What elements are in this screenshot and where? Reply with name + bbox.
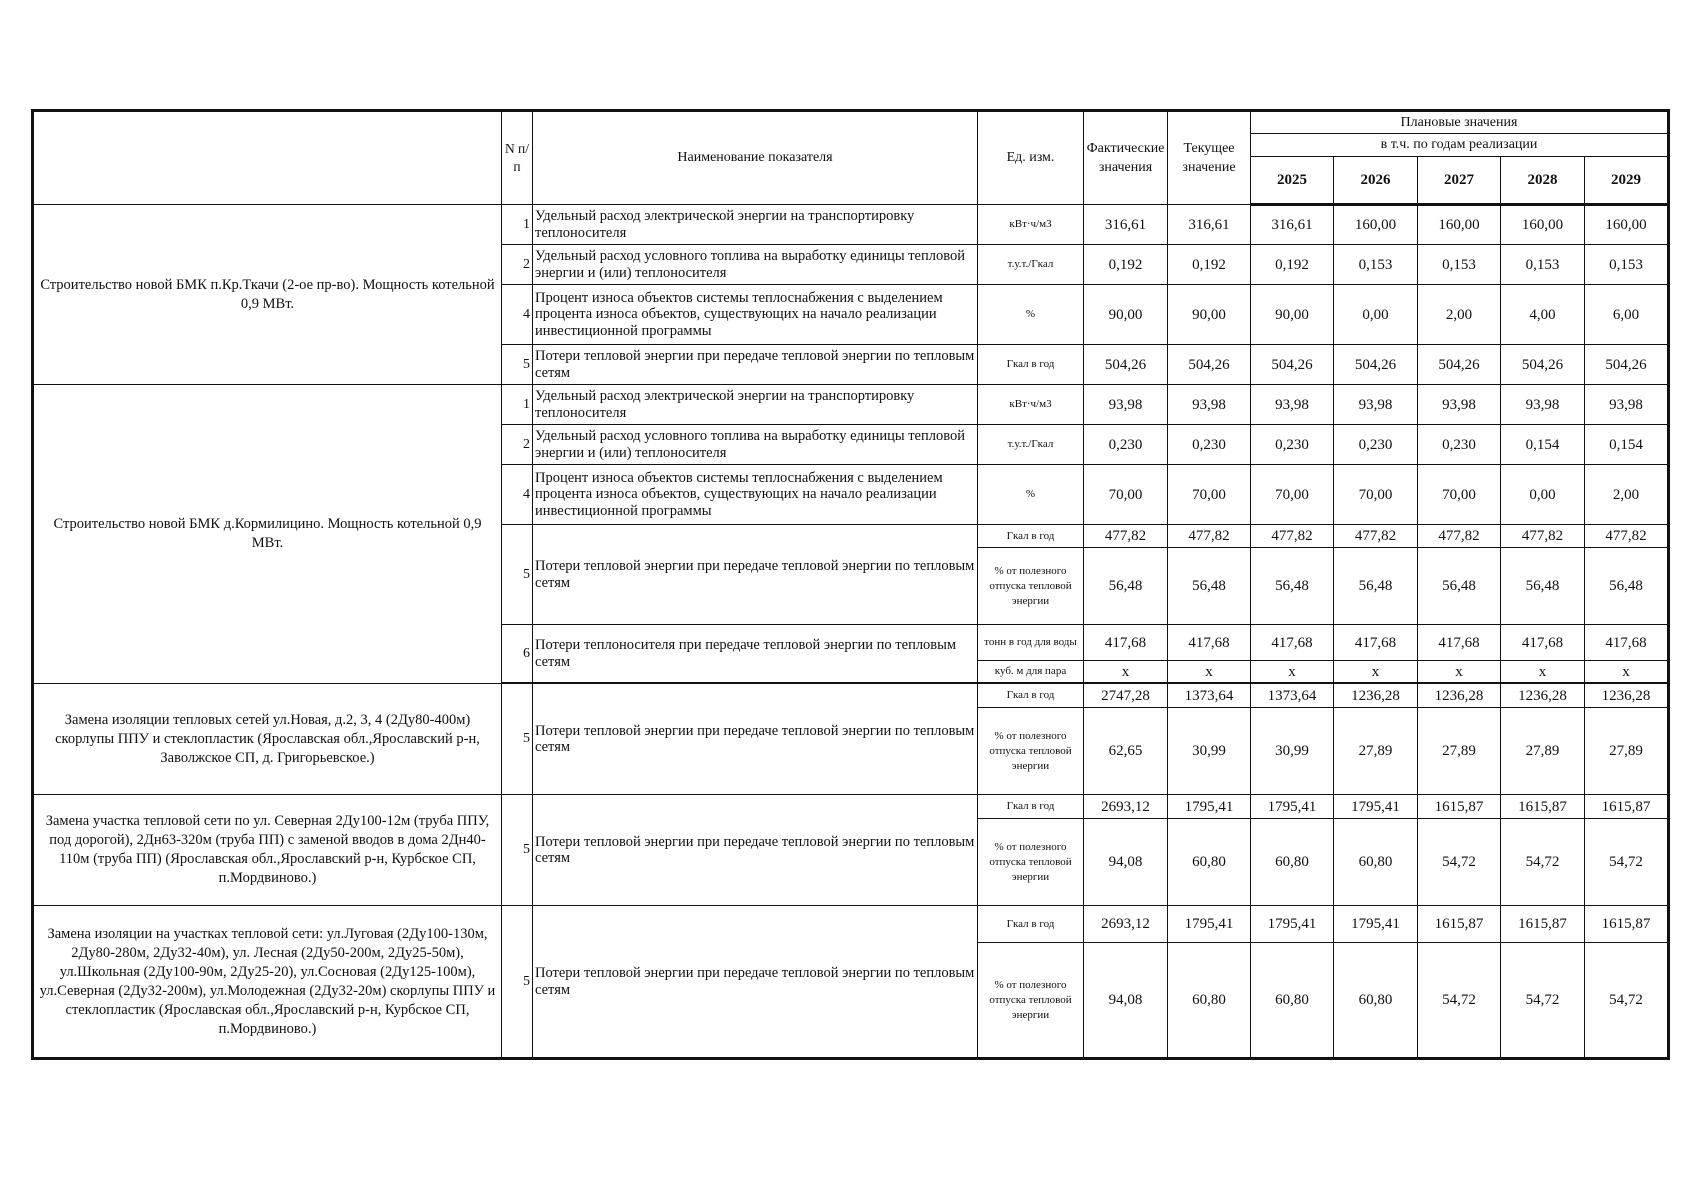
value-cell: 56,48 xyxy=(1501,548,1585,625)
unit-cell: т.у.т./Гкал xyxy=(978,425,1084,465)
value-cell: 94,08 xyxy=(1084,819,1168,906)
year-header-2026: 2026 xyxy=(1334,157,1418,205)
by-years-header: в т.ч. по годам реализации xyxy=(1251,134,1669,157)
indicator-name: Потери теплоносителя при передаче тепловой энергии по тепловым сетям xyxy=(533,625,978,683)
planned-header: Плановые значения xyxy=(1251,111,1669,134)
value-cell: 2693,12 xyxy=(1084,906,1168,943)
value-cell: 0,153 xyxy=(1418,245,1501,285)
value-cell: 93,98 xyxy=(1418,385,1501,425)
value-cell: 1795,41 xyxy=(1251,795,1334,819)
value-cell: 417,68 xyxy=(1084,625,1168,661)
value-cell: 1236,28 xyxy=(1334,684,1418,708)
value-cell: 417,68 xyxy=(1251,625,1334,661)
unit-cell: Гкал в год xyxy=(978,906,1084,943)
value-cell: 316,61 xyxy=(1168,205,1251,245)
unit-cell: Гкал в год xyxy=(978,684,1084,708)
project-cell: Замена участка тепловой сети по ул. Северная 2Ду100-12м (труба ППУ, под дорогой), 2Дн63-320м (труба ПП) с заменой вводов в дома 2Дн40-110м (труба ПП) (Ярославская обл.,Ярославский р-н, Курбское СП, п.Мордвиново.) xyxy=(33,795,502,906)
value-cell: 1615,87 xyxy=(1418,906,1501,943)
table-row xyxy=(33,795,1669,819)
table-row xyxy=(33,684,1669,708)
indicator-name: Потери тепловой энергии при передаче тепловой энергии по тепловым сетям xyxy=(533,684,978,795)
row-number-header: N п/п xyxy=(502,111,533,205)
value-cell: 417,68 xyxy=(1501,625,1585,661)
value-cell: 1615,87 xyxy=(1501,906,1585,943)
value-cell: 54,72 xyxy=(1501,819,1585,906)
value-cell: х xyxy=(1334,661,1418,683)
value-cell: 160,00 xyxy=(1585,205,1669,245)
value-cell: 93,98 xyxy=(1501,385,1585,425)
value-cell: 1795,41 xyxy=(1251,906,1334,943)
indicator-name: Процент износа объектов системы теплоснабжения с выделением процента износа объектов, существующих на начало реализации инвестиционной программы xyxy=(533,285,978,345)
unit-cell: % от полезного отпуска тепловой энергии xyxy=(978,819,1084,906)
unit-cell: % xyxy=(978,285,1084,345)
value-cell: 56,48 xyxy=(1168,548,1251,625)
table-row xyxy=(33,906,1669,943)
value-cell: 62,65 xyxy=(1084,708,1168,795)
value-cell: 1615,87 xyxy=(1501,795,1585,819)
indicator-name: Удельный расход условного топлива на выработку единицы тепловой энергии и (или) теплоносителя xyxy=(533,425,978,465)
project-cell: Строительство новой БМК п.Кр.Ткачи (2-ое пр-во). Мощность котельной 0,9 МВт. xyxy=(33,205,502,385)
value-cell: 93,98 xyxy=(1251,385,1334,425)
value-cell: 54,72 xyxy=(1501,943,1585,1059)
indicators-table xyxy=(31,109,1670,1060)
value-cell: 2,00 xyxy=(1585,465,1669,525)
indicator-name: Удельный расход электрической энергии на транспортировку теплоносителя xyxy=(533,205,978,245)
value-cell: 477,82 xyxy=(1251,525,1334,548)
value-cell: 56,48 xyxy=(1084,548,1168,625)
value-cell: 1615,87 xyxy=(1585,795,1669,819)
value-cell: 56,48 xyxy=(1251,548,1334,625)
value-cell: 0,154 xyxy=(1585,425,1669,465)
value-cell: 417,68 xyxy=(1418,625,1501,661)
value-cell: 56,48 xyxy=(1585,548,1669,625)
row-number: 1 xyxy=(502,205,533,245)
value-cell: 0,230 xyxy=(1168,425,1251,465)
value-cell: 60,80 xyxy=(1168,819,1251,906)
value-cell: 27,89 xyxy=(1501,708,1585,795)
indicator-name-header: Наименование показателя xyxy=(533,111,978,205)
value-cell: 160,00 xyxy=(1418,205,1501,245)
row-number: 6 xyxy=(502,625,533,683)
value-cell: 504,26 xyxy=(1251,345,1334,385)
value-cell: 56,48 xyxy=(1418,548,1501,625)
value-cell: х xyxy=(1585,661,1669,683)
value-cell: 60,80 xyxy=(1334,819,1418,906)
value-cell: 316,61 xyxy=(1251,205,1334,245)
value-cell: 0,153 xyxy=(1334,245,1418,285)
value-cell: 90,00 xyxy=(1251,285,1334,345)
value-cell: 417,68 xyxy=(1334,625,1418,661)
value-cell: 70,00 xyxy=(1251,465,1334,525)
year-header-2025: 2025 xyxy=(1251,157,1334,205)
value-cell: 54,72 xyxy=(1585,819,1669,906)
value-cell: 477,82 xyxy=(1501,525,1585,548)
unit-cell: Гкал в год xyxy=(978,345,1084,385)
value-cell: 316,61 xyxy=(1084,205,1168,245)
value-cell: 94,08 xyxy=(1084,943,1168,1059)
value-cell: 90,00 xyxy=(1168,285,1251,345)
row-number: 1 xyxy=(502,385,533,425)
value-cell: 1373,64 xyxy=(1168,684,1251,708)
unit-cell: % от полезного отпуска тепловой энергии xyxy=(978,708,1084,795)
indicator-name: Потери тепловой энергии при передаче тепловой энергии по тепловым сетям xyxy=(533,795,978,906)
value-cell: 2693,12 xyxy=(1084,795,1168,819)
indicator-name: Процент износа объектов системы теплоснабжения с выделением процента износа объектов, существующих на начало реализации инвестиционной программы xyxy=(533,465,978,525)
table-row xyxy=(33,205,1669,245)
unit-cell: т.у.т./Гкал xyxy=(978,245,1084,285)
value-cell: 2,00 xyxy=(1418,285,1501,345)
row-number: 2 xyxy=(502,245,533,285)
value-cell: 0,153 xyxy=(1585,245,1669,285)
row-number: 4 xyxy=(502,285,533,345)
value-cell: 504,26 xyxy=(1334,345,1418,385)
value-cell: 1615,87 xyxy=(1585,906,1669,943)
project-cell: Строительство новой БМК д.Кормилицино. Мощность котельной 0,9 МВт. xyxy=(33,385,502,684)
indicator-name: Удельный расход электрической энергии на транспортировку теплоносителя xyxy=(533,385,978,425)
value-cell: х xyxy=(1501,661,1585,683)
unit-cell: кВт·ч/м3 xyxy=(978,205,1084,245)
project-column-header xyxy=(33,111,502,205)
row-number: 5 xyxy=(502,525,533,625)
value-cell: 1236,28 xyxy=(1585,684,1669,708)
value-cell: 4,00 xyxy=(1501,285,1585,345)
value-cell: 0,230 xyxy=(1418,425,1501,465)
value-cell: 1615,87 xyxy=(1418,795,1501,819)
value-cell: 1795,41 xyxy=(1168,795,1251,819)
unit-cell: % xyxy=(978,465,1084,525)
value-cell: 90,00 xyxy=(1084,285,1168,345)
value-cell: 1795,41 xyxy=(1168,906,1251,943)
indicator-name: Удельный расход условного топлива на выработку единицы тепловой энергии и (или) теплоносителя xyxy=(533,245,978,285)
value-cell: 0,153 xyxy=(1501,245,1585,285)
value-cell: 1236,28 xyxy=(1501,684,1585,708)
value-cell: 93,98 xyxy=(1168,385,1251,425)
value-cell: 93,98 xyxy=(1334,385,1418,425)
value-cell: 0,230 xyxy=(1251,425,1334,465)
value-cell: 477,82 xyxy=(1168,525,1251,548)
fact-header: Фактические значения xyxy=(1084,111,1168,205)
value-cell: 2747,28 xyxy=(1084,684,1168,708)
year-header-2027: 2027 xyxy=(1418,157,1501,205)
value-cell: 60,80 xyxy=(1251,943,1334,1059)
value-cell: 1795,41 xyxy=(1334,795,1418,819)
row-number: 2 xyxy=(502,425,533,465)
value-cell: 504,26 xyxy=(1418,345,1501,385)
unit-cell: % от полезного отпуска тепловой энергии xyxy=(978,548,1084,625)
value-cell: 0,00 xyxy=(1501,465,1585,525)
unit-cell: куб. м для пара xyxy=(978,661,1084,683)
value-cell: 417,68 xyxy=(1585,625,1669,661)
project-cell: Замена изоляции тепловых сетей ул.Новая, д.2, 3, 4 (2Ду80-400м) скорлупы ППУ и стеклопластик (Ярославская обл.,Ярославский р-н, Заволжское СП, д. Григорьевское.) xyxy=(33,684,502,795)
value-cell: 60,80 xyxy=(1334,943,1418,1059)
indicator-name: Потери тепловой энергии при передаче тепловой энергии по тепловым сетям xyxy=(533,345,978,385)
value-cell: 417,68 xyxy=(1168,625,1251,661)
value-cell: 160,00 xyxy=(1501,205,1585,245)
value-cell: 6,00 xyxy=(1585,285,1669,345)
value-cell: 1373,64 xyxy=(1251,684,1334,708)
value-cell: 0,230 xyxy=(1334,425,1418,465)
value-cell: 504,26 xyxy=(1501,345,1585,385)
project-cell: Замена изоляции на участках тепловой сети: ул.Луговая (2Ду100-130м, 2Ду80-280м, 2Ду32-40м), ул. Лесная (2Ду50-200м, 2Ду25-50м), ул.Школьная (2Ду100-90м, 2Ду25-20), ул.Сосновая (2Ду125-100м), ул.Северная (2Ду32-200м), ул.Молодежная (2Ду32-20м) скорлупы ППУ и стеклопластик (Ярославская обл.,Ярославский р-н, Курбское СП, п.Мордвиново.) xyxy=(33,906,502,1059)
value-cell: 60,80 xyxy=(1251,819,1334,906)
indicator-name: Потери тепловой энергии при передаче тепловой энергии по тепловым сетям xyxy=(533,906,978,1059)
value-cell: 160,00 xyxy=(1334,205,1418,245)
year-header-2029: 2029 xyxy=(1585,157,1669,205)
value-cell: 27,89 xyxy=(1585,708,1669,795)
value-cell: 60,80 xyxy=(1168,943,1251,1059)
value-cell: х xyxy=(1168,661,1251,683)
value-cell: 70,00 xyxy=(1084,465,1168,525)
value-cell: 70,00 xyxy=(1334,465,1418,525)
unit-cell: Гкал в год xyxy=(978,795,1084,819)
value-cell: 1795,41 xyxy=(1334,906,1418,943)
value-cell: 504,26 xyxy=(1084,345,1168,385)
value-cell: 70,00 xyxy=(1418,465,1501,525)
indicator-name: Потери тепловой энергии при передаче тепловой энергии по тепловым сетям xyxy=(533,525,978,625)
value-cell: 30,99 xyxy=(1251,708,1334,795)
value-cell: 504,26 xyxy=(1168,345,1251,385)
value-cell: 70,00 xyxy=(1168,465,1251,525)
value-cell: 1236,28 xyxy=(1418,684,1501,708)
unit-cell: % от полезного отпуска тепловой энергии xyxy=(978,943,1084,1059)
value-cell: 477,82 xyxy=(1084,525,1168,548)
value-cell: 0,192 xyxy=(1251,245,1334,285)
value-cell: х xyxy=(1251,661,1334,683)
value-cell: 27,89 xyxy=(1418,708,1501,795)
year-header-2028: 2028 xyxy=(1501,157,1585,205)
value-cell: 54,72 xyxy=(1418,943,1501,1059)
row-number: 5 xyxy=(502,345,533,385)
value-cell: 56,48 xyxy=(1334,548,1418,625)
value-cell: 30,99 xyxy=(1168,708,1251,795)
value-cell: 0,192 xyxy=(1084,245,1168,285)
value-cell: 93,98 xyxy=(1585,385,1669,425)
table-body xyxy=(33,205,1669,1059)
value-cell: 54,72 xyxy=(1585,943,1669,1059)
value-cell: 93,98 xyxy=(1084,385,1168,425)
value-cell: 0,192 xyxy=(1168,245,1251,285)
unit-header: Ед. изм. xyxy=(978,111,1084,205)
value-cell: 477,82 xyxy=(1585,525,1669,548)
unit-cell: тонн в год для воды xyxy=(978,625,1084,661)
value-cell: 0,230 xyxy=(1084,425,1168,465)
value-cell: х xyxy=(1084,661,1168,683)
value-cell: 27,89 xyxy=(1334,708,1418,795)
unit-cell: кВт·ч/м3 xyxy=(978,385,1084,425)
unit-cell: Гкал в год xyxy=(978,525,1084,548)
value-cell: 0,00 xyxy=(1334,285,1418,345)
row-number: 5 xyxy=(502,795,533,906)
value-cell: 0,154 xyxy=(1501,425,1585,465)
value-cell: 477,82 xyxy=(1418,525,1501,548)
value-cell: 504,26 xyxy=(1585,345,1669,385)
value-cell: х xyxy=(1418,661,1501,683)
current-header: Текущее значение xyxy=(1168,111,1251,205)
row-number: 4 xyxy=(502,465,533,525)
value-cell: 54,72 xyxy=(1418,819,1501,906)
row-number: 5 xyxy=(502,684,533,795)
table-row xyxy=(33,385,1669,425)
value-cell: 477,82 xyxy=(1334,525,1418,548)
row-number: 5 xyxy=(502,906,533,1059)
